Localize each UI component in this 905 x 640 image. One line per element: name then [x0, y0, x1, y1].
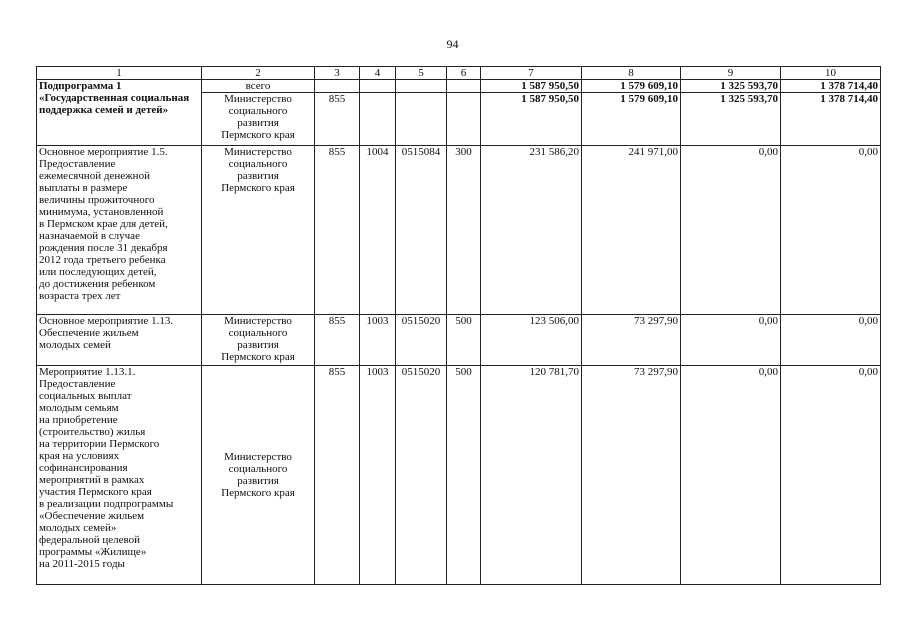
executor-cell: Министерство социального развития Пермского края [202, 366, 315, 585]
ministry-code-cell [315, 80, 360, 93]
column-number: 10 [781, 67, 881, 80]
section-code-cell: 1003 [360, 366, 396, 585]
executor-cell: Министерство социального развития Пермского края [202, 93, 315, 146]
section-code-cell: 1003 [360, 315, 396, 366]
expense-type-cell: 500 [447, 366, 481, 585]
section-code-cell [360, 80, 396, 93]
column-number: 3 [315, 67, 360, 80]
executor-cell: Министерство социального развития Пермского края [202, 315, 315, 366]
column-number: 6 [447, 67, 481, 80]
budget-table [36, 66, 881, 585]
ministry-code-cell: 855 [315, 146, 360, 315]
activity-name: Мероприятие 1.13.1. Предоставление социальных выплат молодым семьям на приобретение (строительство) жилья на территории Пермского края на условиях софинансирования мероприятий в рамках участия Пермского края в реализации подпрограммы «Обеспечение жильем молодых семей» федеральной целевой программы «Жилище» на 2011-2015 годы [37, 366, 202, 585]
target-article-cell [396, 80, 447, 93]
page-number: 94 [446, 37, 459, 51]
expense-type-cell: 300 [447, 146, 481, 315]
amount-col10: 0,00 [781, 315, 881, 366]
column-number: 5 [396, 67, 447, 80]
ministry-code-cell: 855 [315, 315, 360, 366]
executor-cell: Министерство социального развития Пермского края [202, 146, 315, 315]
column-number: 1 [37, 67, 202, 80]
table-row [37, 366, 881, 585]
amount-col9: 1 325 593,70 [681, 80, 781, 93]
activity-name: Основное мероприятие 1.13. Обеспечение жильем молодых семей [37, 315, 202, 366]
activity-name: Основное мероприятие 1.5. Предоставление ежемесячной денежной выплаты в размере величины прожиточного минимума, установленной в Пермском крае для детей, назначаемой в случае рождения после 31 декабря 2012 года третьего ребенка или последующих детей, до достижения ребенком возраста трех лет [37, 146, 202, 315]
expense-type-cell [447, 93, 481, 146]
column-number-row [37, 67, 881, 80]
section-code-cell: 1004 [360, 146, 396, 315]
amount-col7: 1 587 950,50 [481, 93, 582, 146]
amount-col8: 1 579 609,10 [582, 93, 681, 146]
target-article-cell [396, 93, 447, 146]
amount-col9: 1 325 593,70 [681, 93, 781, 146]
expense-type-cell [447, 80, 481, 93]
section-code-cell [360, 93, 396, 146]
target-article-cell: 0515020 [396, 366, 447, 585]
ministry-code-cell: 855 [315, 93, 360, 146]
subprogram-name: Подпрограмма 1 «Государственная социальная поддержка семей и детей» [37, 80, 202, 146]
column-number: 8 [582, 67, 681, 80]
expense-type-cell: 500 [447, 315, 481, 366]
amount-col8: 73 297,90 [582, 315, 681, 366]
column-number: 7 [481, 67, 582, 80]
subprogram-total-row [37, 80, 881, 93]
column-number: 2 [202, 67, 315, 80]
executor-cell: всего [202, 80, 315, 93]
table-row [37, 146, 881, 315]
amount-col10: 1 378 714,40 [781, 93, 881, 146]
ministry-code-cell: 855 [315, 366, 360, 585]
column-number: 9 [681, 67, 781, 80]
amount-col10: 1 378 714,40 [781, 80, 881, 93]
amount-col10: 0,00 [781, 146, 881, 315]
amount-col8: 73 297,90 [582, 366, 681, 585]
target-article-cell: 0515020 [396, 315, 447, 366]
amount-col7: 1 587 950,50 [481, 80, 582, 93]
amount-col9: 0,00 [681, 146, 781, 315]
amount-col8: 1 579 609,10 [582, 80, 681, 93]
amount-col8: 241 971,00 [582, 146, 681, 315]
amount-col7: 123 506,00 [481, 315, 582, 366]
amount-col10: 0,00 [781, 366, 881, 585]
target-article-cell: 0515084 [396, 146, 447, 315]
table-row [37, 315, 881, 366]
amount-col7: 231 586,20 [481, 146, 582, 315]
column-number: 4 [360, 67, 396, 80]
amount-col9: 0,00 [681, 315, 781, 366]
amount-col9: 0,00 [681, 366, 781, 585]
amount-col7: 120 781,70 [481, 366, 582, 585]
